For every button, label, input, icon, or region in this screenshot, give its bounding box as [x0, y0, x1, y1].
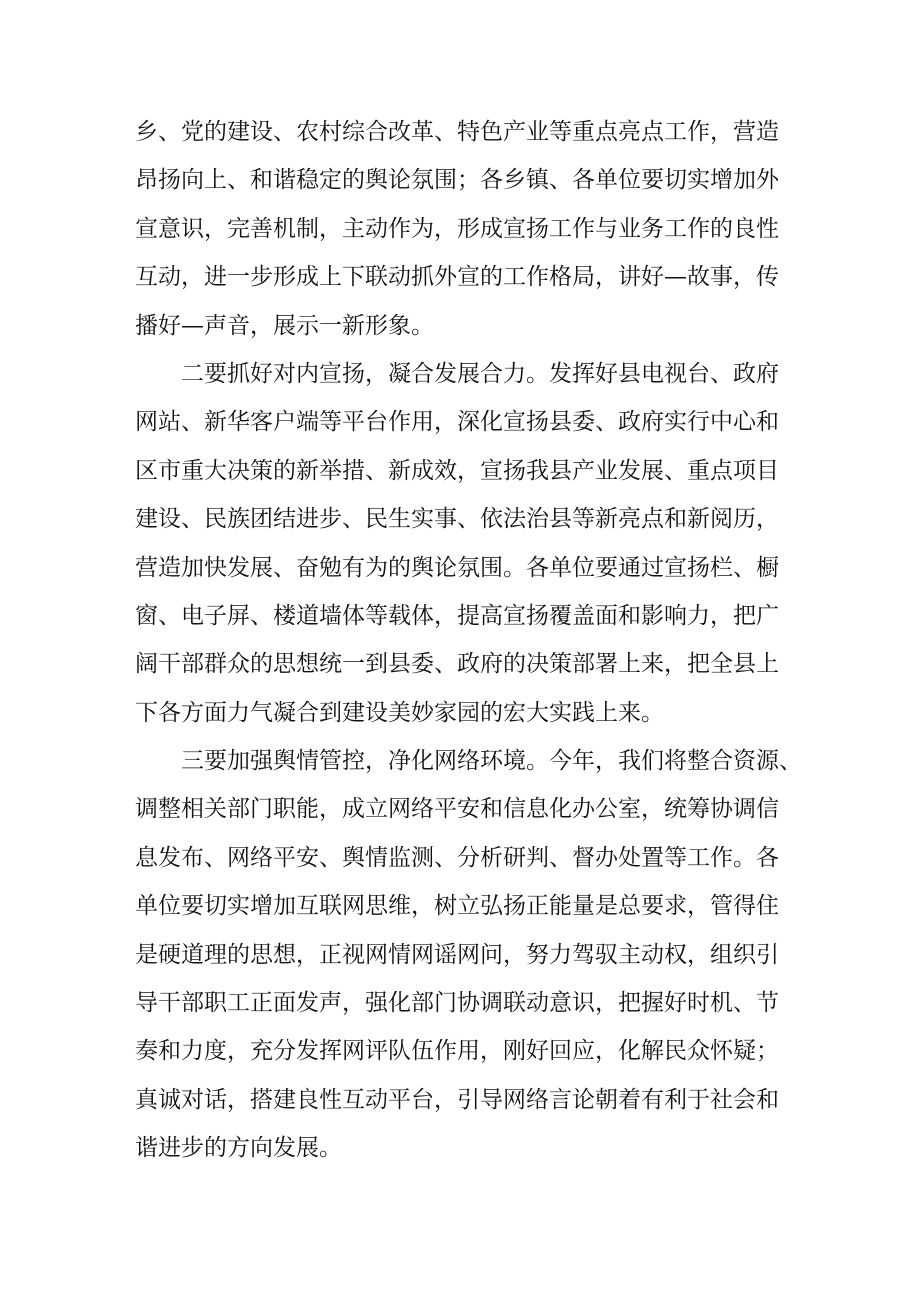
text-line: 是硬道理的思想，正视网情网谣网问，努力驾驭主动权，组织引: [135, 941, 779, 968]
text-line: 网站、新华客户端等平台作用，深化宣扬县委、政府实行中心和: [135, 409, 779, 436]
text-line: 区市重大决策的新举措、新成效，宣扬我县产业发展、重点项目: [135, 457, 779, 484]
text-line: 乡、党的建设、农村综合改革、特色产业等重点亮点工作，营造: [135, 119, 779, 145]
text-line: 互动，进一步形成上下联动抓外宣的工作格局，讲好—故事，传: [135, 264, 779, 291]
text-line: 谐进步的方向发展。: [135, 1135, 342, 1162]
text-line: 建设、民族团结进步、民生实事、依法治县等新亮点和新阅历，: [135, 506, 779, 533]
text-line: 单位要切实增加互联网思维，树立弘扬正能量是总要求，管得住: [135, 893, 779, 920]
text-line: 窗、电子屏、楼道墙体等载体，提高宣扬覆盖面和影响力，把广: [135, 602, 779, 629]
text-line: 息发布、网络平安、舆情监测、分析研判、督办处置等工作。各: [135, 844, 779, 871]
text-line: 三要加强舆情管控，净化网络环境。今年，我们将整合资源、: [135, 748, 802, 774]
paragraph-internal-publicity: [135, 350, 795, 737]
text-line: 导干部职工正面发声，强化部门协调联动意识，把握好时机、节: [135, 989, 779, 1016]
text-line: 营造加快发展、奋勉有为的舆论氛围。各单位要通过宣扬栏、橱: [135, 554, 779, 581]
text-line: 调整相关部门职能，成立网络平安和信息化办公室，统筹协调信: [135, 796, 779, 823]
text-line: 二要抓好对内宣扬，凝合发展合力。发挥好县电视台、政府: [135, 361, 779, 387]
text-line: 阔干部群众的思想统一到县委、政府的决策部署上来，把全县上: [135, 651, 779, 678]
text-line: 下各方面力气凝合到建设美妙家园的宏大实践上来。: [135, 699, 664, 726]
text-line: 真诚对话，搭建良性互动平台，引导网络言论朝着有利于社会和: [135, 1086, 779, 1113]
text-line: 播好—声音，展示一新形象。: [135, 312, 434, 339]
text-line: 昂扬向上、和谐稳定的舆论氛围；各乡镇、各单位要切实增加外: [135, 167, 779, 194]
text-line: 奏和力度，充分发挥网评队伍作用，刚好回应，化解民众怀疑；: [135, 1038, 779, 1065]
paragraph-public-opinion-control: [135, 737, 802, 1173]
text-line: 宣意识，完善机制，主动作为，形成宣扬工作与业务工作的良性: [135, 215, 779, 242]
paragraph-external-publicity: [135, 108, 795, 350]
